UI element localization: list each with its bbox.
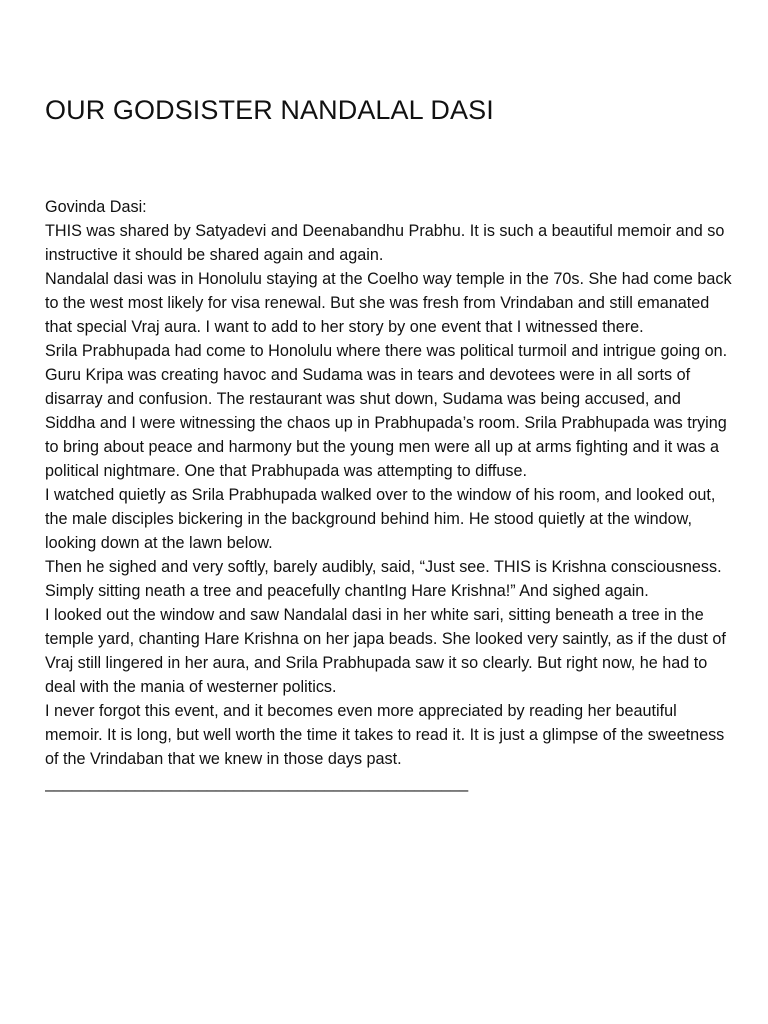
page-title: OUR GODSISTER NANDALAL DASI <box>45 95 494 125</box>
paragraph: Srila Prabhupada had come to Honolulu where there was political turmoil and intrigue going on. Guru Kripa was creating havoc and Sudama was in tears and devotees were in all sorts of disarray and confusion. The restaurant was shut down, Sudama was being accused, and Siddha and I were witnessing the chaos up in Prabhupada’s room. Srila Prabhupada was trying to bring about peace and harmony but the young men were all up at arms fighting and it was a political nightmare. One that Prabhupada was attempting to diffuse. <box>45 342 728 480</box>
paragraph: Then he sighed and very softly, barely audibly, said, “Just see. THIS is Krishna consciousness. Simply sitting neath a tree and peacefully chantIng Hare Krishna!” And sighed again. <box>45 558 722 600</box>
paragraph: THIS was shared by Satyadevi and Deenabandhu Prabhu. It is such a beautiful memoir and so instructive it should be shared again and again. <box>45 222 725 264</box>
paragraph: I looked out the window and saw Nandalal dasi in her white sari, sitting beneath a tree in the temple yard, chanting Hare Krishna on her japa beads. She looked very saintly, as if the dust of Vraj still lingered in her aura, and Srila Prabhupada saw it so clearly. But right now, he had to deal with the mania of westerner politics. <box>45 606 726 696</box>
paragraph: I never forgot this event, and it becomes even more appreciated by reading her beautiful memoir. It is long, but well worth the time it takes to read it. It is just a glimpse of the sweetness of the Vrindaban that we knew in those days past. <box>45 702 725 768</box>
separator-line: _______________________________________________ <box>45 774 469 792</box>
author-line: Govinda Dasi: <box>45 198 147 216</box>
article-body <box>45 195 735 795</box>
paragraph: Nandalal dasi was in Honolulu staying at the Coelho way temple in the 70s. She had come back to the west most likely for visa renewal. But she was fresh from Vrindaban and still emanated that special Vraj aura. I want to add to her story by one event that I witnessed there. <box>45 270 732 336</box>
paragraph: I watched quietly as Srila Prabhupada walked over to the window of his room, and looked out, the male disciples bickering in the background behind him. He stood quietly at the window, looking down at the lawn below. <box>45 486 716 552</box>
